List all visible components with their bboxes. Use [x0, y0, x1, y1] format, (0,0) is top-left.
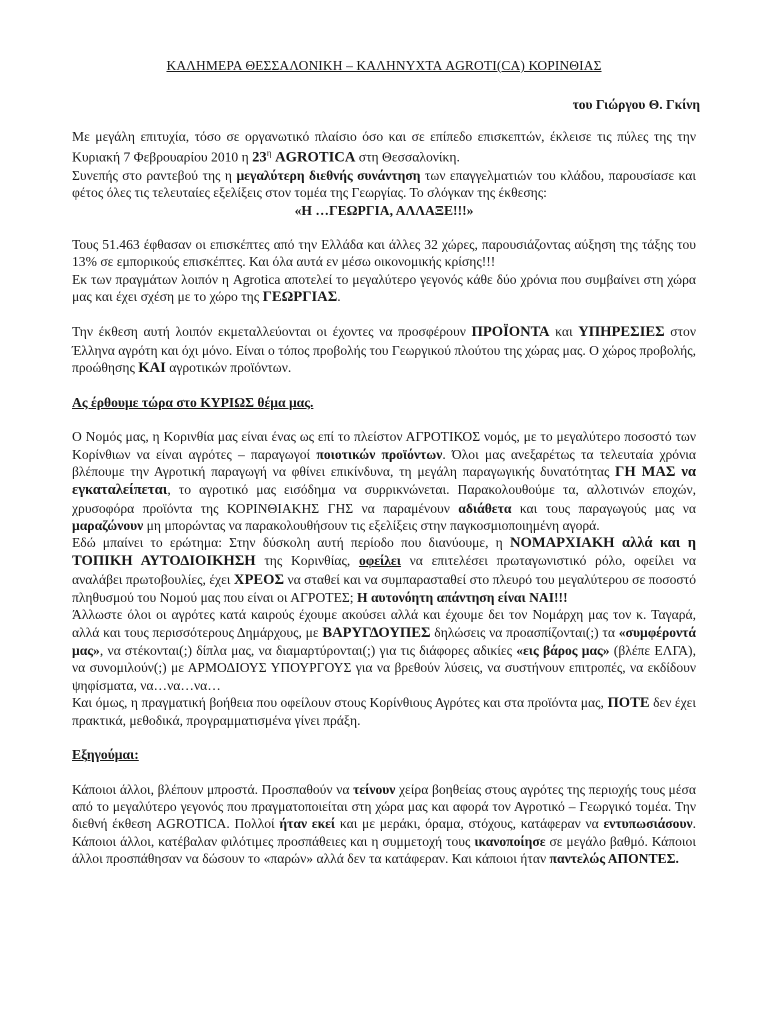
paragraph-agrotica: Εκ των πραγμάτων λοιπόν η Agrotica αποτελεί το μεγαλύτερο γεγονός κάθε δύο χρόνια που συμβαίνει στη χώρα μας και έχει σχέση με το χώρο της ΓΕΩΡΓΙΑΣ.	[72, 271, 696, 305]
paragraph-others: Κάποιοι άλλοι, βλέπουν μπροστά. Προσπαθούν να τείνουν χείρα βοηθείας στους αγρότες της περιοχής τους μέσα από το μεγαλύτερο γεγονός που πραγματοποιείται στη χώρα μας και αφορά τον Αγροτικό – Γεωργικό τομέα. Την διεθνή έκθεση AGROTICA. Πολλοί ήταν εκεί και με μεράκι, όραμα, στόχους, κατάφεραν να εντυπωσιάσουν. Κάποιοι άλλοι, κατέβαλαν φιλότιμες προσπάθειες και η συμμετοχή τους ικανοποίησε σε μεγάλο βαθμό. Κάποιοι άλλοι προσπάθησαν να δώσουν το «παρών» αλλά δεν τα κατάφεραν. Και κάποιοι ήταν παντελώς ΑΠΟΝΤΕΣ.	[72, 781, 696, 866]
article-body	[72, 128, 696, 867]
superscript-eta: η	[266, 148, 272, 159]
paragraph-meeting: Συνεπής στο ραντεβού της η μεγαλύτερη διεθνής συνάντηση των επαγγελματιών του κλάδου, παρουσίασε και φέτος όλες τις τελευταίες εξελίξεις στον τομέα της Γεωργίας. Το σλόγκαν της έκθεσης:	[72, 168, 696, 201]
author-byline: του Γιώργου Θ. Γκίνη	[572, 97, 700, 112]
section-heading-explain: Εξηγούμαι:	[72, 747, 139, 763]
paragraph-question: Εδώ μπαίνει το ερώτημα: Στην δύσκολη αυτή περίοδο που διανύουμε, η ΝΟΜΑΡΧΙΑΚΗ αλλά και η ΤΟΠΙΚΗ ΑΥΤΟΔΙΟΙΚΗΣΗ της Κορινθίας, οφείλει να επιτελέσει πρωταγωνιστικό ρόλο, οφείλει να αναλάβει πρωτοβουλίες, έχει ΧΡΕΟΣ να σταθεί και να συμπαρασταθεί στο πλευρό του μεγαλύτερου σε ποσοστό πληθυσμού του Νομού μας που είναι οι ΑΓΡΟΤΕΣ; Η αυτονόητη απάντηση είναι ΝΑΙ!!!	[72, 535, 697, 606]
paragraph-real-help: Και όμως, η πραγματική βοήθεια που οφείλουν στους Κορίνθιους Αγρότες και στα προϊόντα μας, ΠΟΤΕ δεν έχει πρακτικά, μεθοδικά, προγραμματισμένα γίνει πράξη.	[72, 694, 697, 729]
section-heading-main-topic: Ας έρθουμε τώρα στο ΚΥΡΙΩΣ θέμα μας.	[72, 395, 314, 411]
paragraph-korinthia: Ο Νομός μας, η Κορινθία μας είναι ένας ως επί το πλείστον ΑΓΡΟΤΙΚΟΣ νομός, με το μεγαλύτερο ποσοστό των Κορίνθιων να είναι αγρότες – παραγωγοί ποιοτικών προϊόντων. Όλοι μας ανεξαρέτως τα τελευταία χρόνια βλέπουμε την Αγροτική παραγωγή να φθίνει επικίνδυνα, τη μεγάλη παραγωγικής δυνατότητας ΓΗ ΜΑΣ να εγκαταλείπεται, το αγροτικό μας εισόδημα να συρρικνώνεται. Παρακολουθούμε τα, αλλοτινών εποχών, χρυσοφόρα προϊόντα της ΚΟΡΙΝΘΙΑΚΗΣ ΓΗΣ να παραμένουν αδιάθετα και τους παραγωγούς μας να μαραζώνουν μη μπορώντας να παρακολουθήσουν τις εξελίξεις στην παγκοσμιοποιημένη αγορά.	[72, 429, 696, 533]
paragraph-intro: Με μεγάλη επιτυχία, τόσο σε οργανωτικό πλαίσιο όσο και σε επίπεδο επισκεπτών, έκλεισε τις πύλες της την Κυριακή 7 Φεβρουαρίου 2010 η $23^\eta$ AGROTICA στη Θεσσαλονίκη.	[72, 129, 696, 166]
paragraph-prefect: Άλλωστε όλοι οι αγρότες κατά καιρούς έχουμε ακούσει αλλά και έχουμε δει τον Νομάρχη μας τον κ. Ταγαρά, αλλά και τους περισσότερους Δημάρχους, με ΒΑΡΥΓΔΟΥΠΕΣ δηλώσεις να προασπίζονται(;) τα «συμφέροντά μας», να στέκονται(;) δίπλα μας, να διαμαρτύρονται(;) για τις διάφορες αδικίες «εις βάρος μας» (βλέπε ΕΛΓΑ), να συνομιλούν(;) με ΑΡΜΟΔΙΟΥΣ ΥΠΟΥΡΓΟΥΣ για να βρεθούν λύσεις, να συστήνουν επιτροπές, να εκδίδουν ψηφίσματα, να…να…να…	[72, 607, 696, 693]
slogan: «Η …ΓΕΩΡΓΙΑ, ΑΛΛΑΞΕ!!!»	[294, 202, 474, 218]
document-title: ΚΑΛΗΜΕΡΑ ΘΕΣΣΑΛΟΝΙΚΗ – ΚΑΛΗΝΥΧΤΑ AGROTI(CA) ΚΟΡΙΝΘΙΑΣ	[166, 58, 602, 73]
paragraph-exhibition: Την έκθεση αυτή λοιπόν εκμεταλλεύονται οι έχοντες να προσφέρουν ΠΡΟΪΟΝΤΑ και ΥΠΗΡΕΣΙΕΣ στον Έλληνα αγρότη και όχι μόνο. Είναι ο τόπος προβολής του Γεωργικού πλούτου της χώρας μας. Ο χώρος προβολής, προώθησης ΚΑΙ αγροτικών προϊόντων.	[72, 324, 697, 376]
paragraph-visitors: Τους 51.463 έφθασαν οι επισκέπτες από την Ελλάδα και άλλες 32 χώρες, παρουσιάζοντας αύξηση της τάξης του 13% σε εμπορικούς επισκέπτες. Και όλα αυτά εν μέσω οικονομικής κρίσης!!!	[72, 237, 696, 270]
